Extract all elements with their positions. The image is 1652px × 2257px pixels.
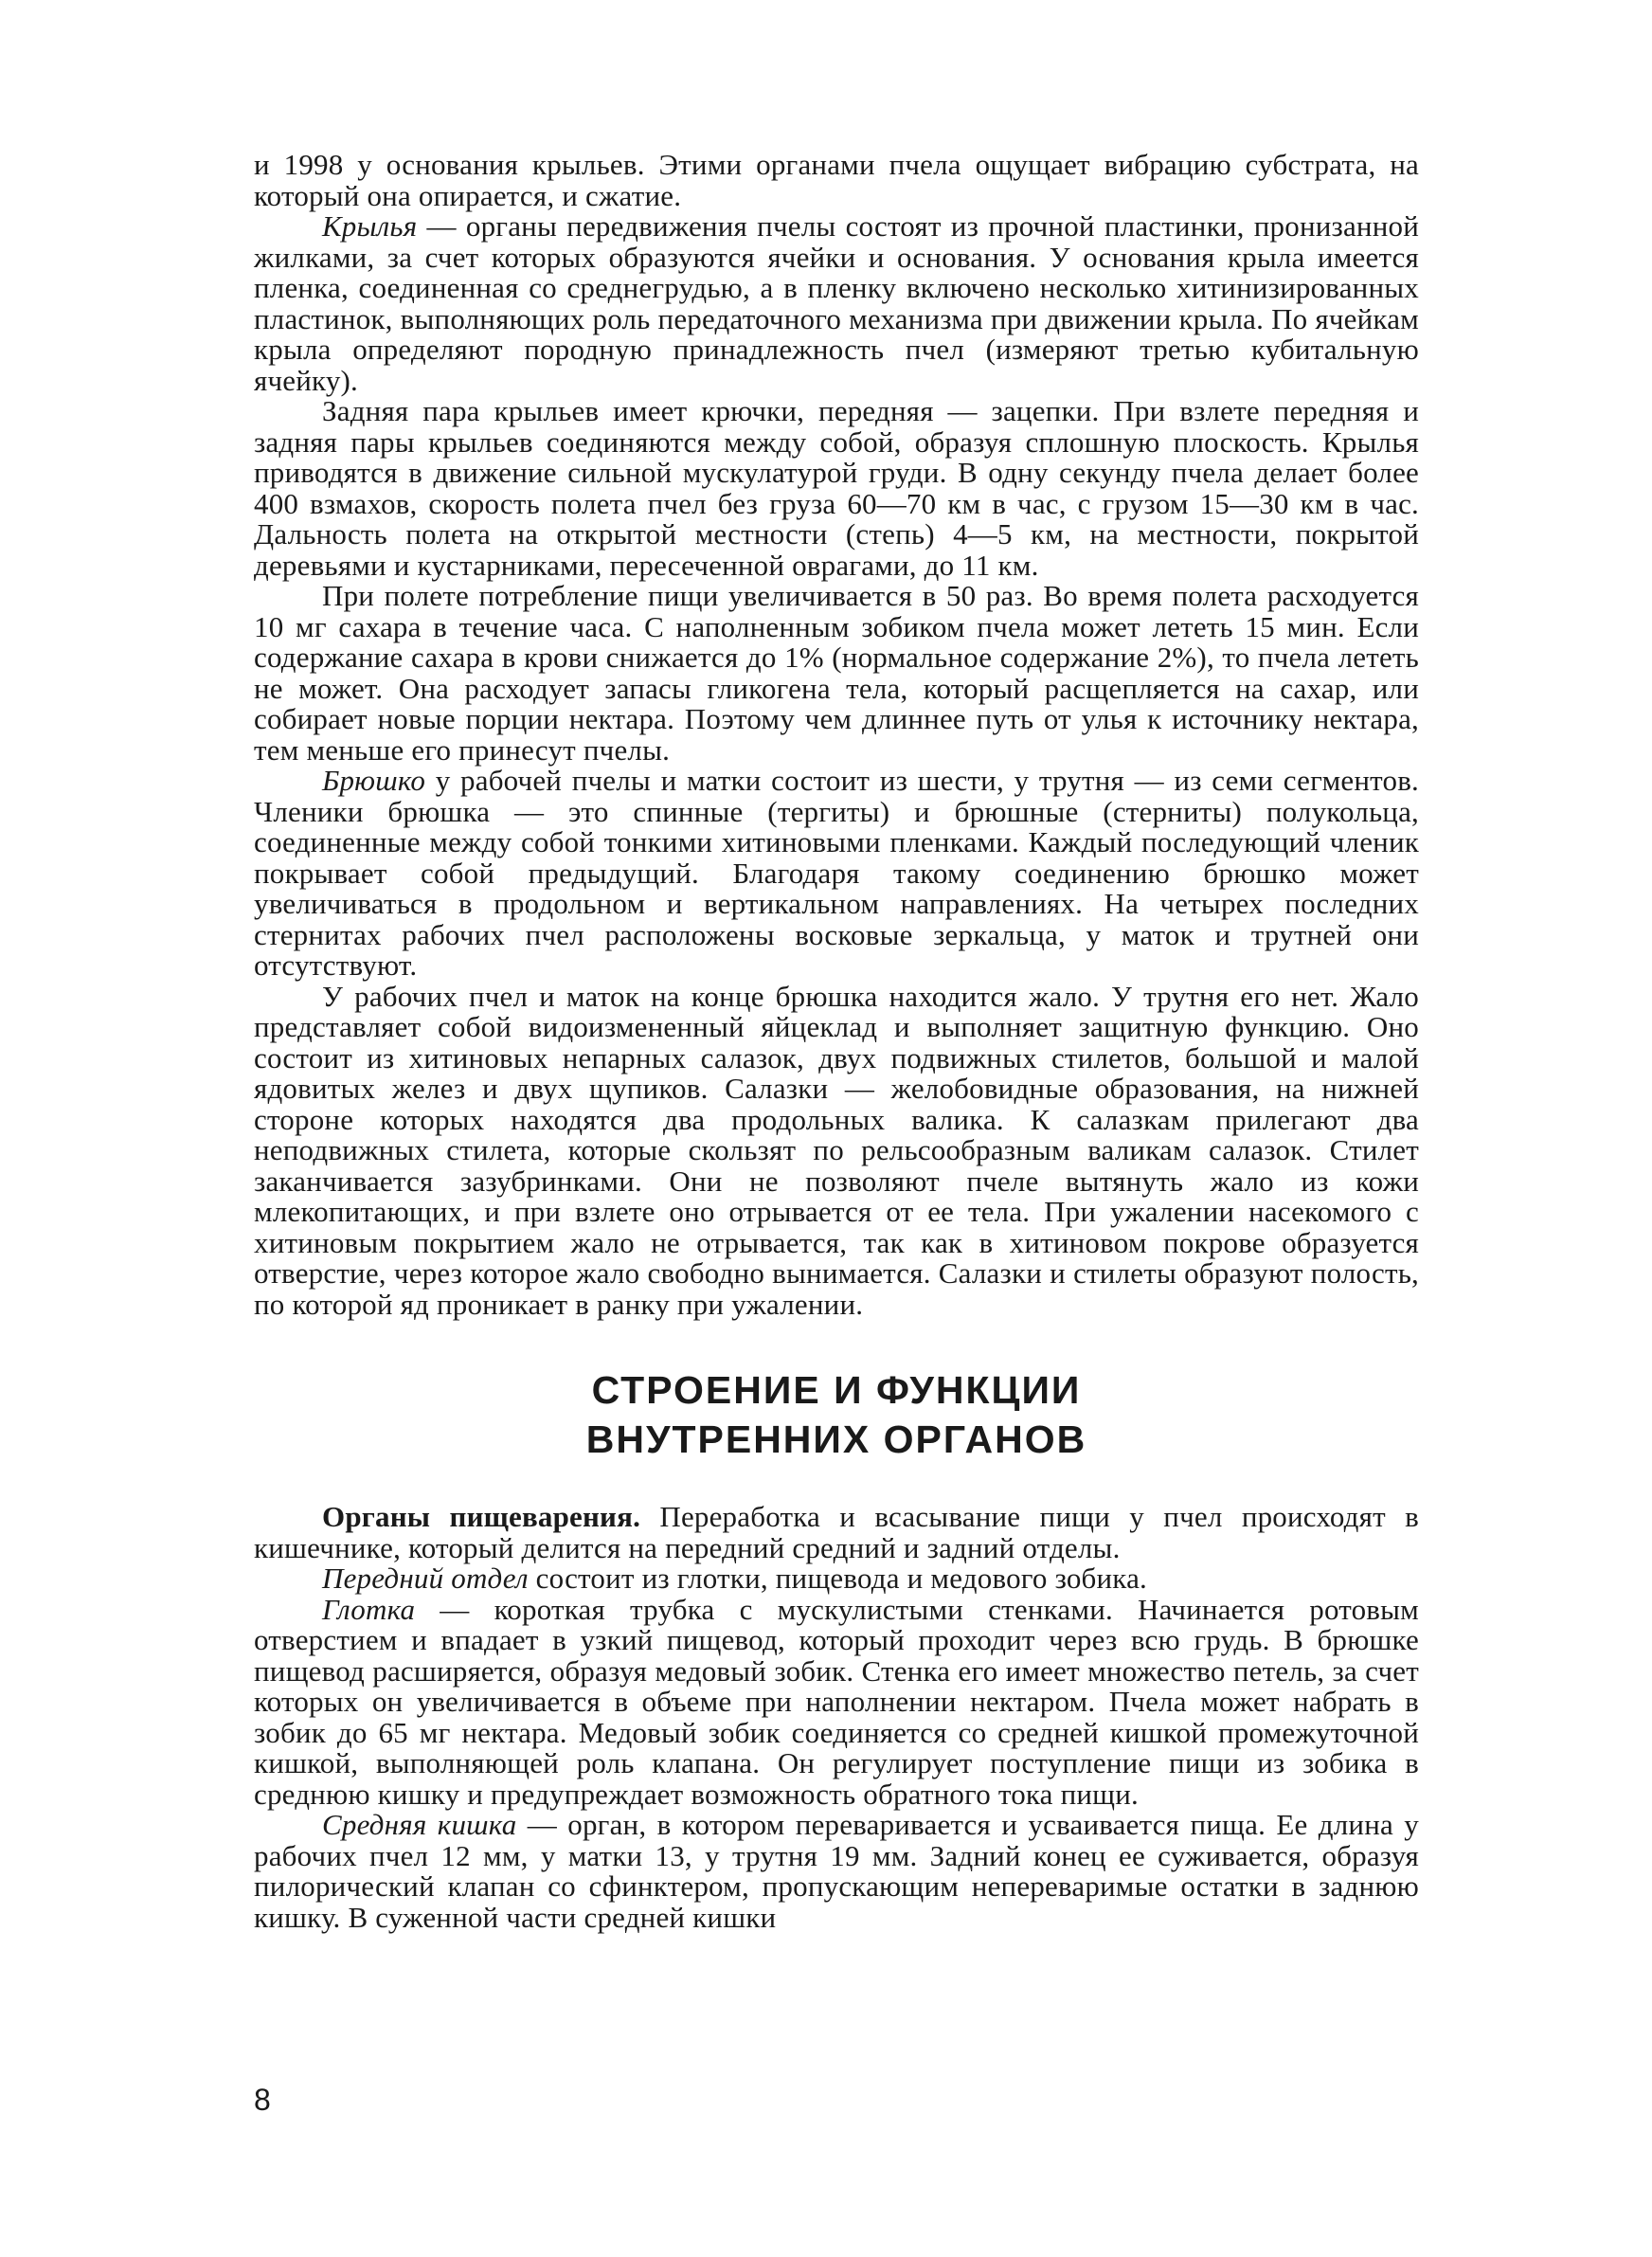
section-heading-line-2: ВНУТРЕННИХ ОРГАНОВ <box>585 1417 1087 1461</box>
paragraph-text: и 1998 у основания крыльев. Этими органами пчела ощущает вибрацию субстрата, на который она опирается, и сжатие. <box>254 148 1419 212</box>
paragraph-text: Задняя пара крыльев имеет крючки, передняя — зацепки. При взлете передняя и задняя пары крыльев соединяются между собой, образуя сплошную плоскость. Крылья приводятся в движение сильной мускулатурой груди. В одну секунду пчела делает более 400 взмахов, скорость полета пчел без груза 60—70 км в час, с грузом 15—30 км в час. Дальность полета на открытой местности (степь) 4—5 км, на местности, покрытой деревьями и кустарниками, пересеченной оврагами, до 11 км. <box>254 394 1419 582</box>
paragraph-digestive-organs <box>254 1502 1419 1563</box>
paragraph-sensory-organs <box>254 150 1419 211</box>
page-number: 8 <box>254 2083 271 2117</box>
paragraph-wing-pairs <box>254 396 1419 581</box>
paragraph-midgut <box>254 1810 1419 1933</box>
paragraph-text: — орган, в котором переваривается и усваивается пища. Ее длина у рабочих пчел 12 мм, у матки 13, у трутня 19 мм. Задний конец ее суживается, образуя пилорический клапан со сфинктером, пропускающим непереваримые остатки в заднюю кишку. В суженной части средней кишки <box>254 1808 1419 1934</box>
term-digestive-organs: Органы пищеварения. <box>322 1500 641 1533</box>
section-heading-line-1: СТРОЕНИЕ И ФУНКЦИИ <box>591 1368 1082 1412</box>
page-body <box>254 150 1419 1933</box>
paragraph-text: состоит из глотки, пищевода и медового зобика. <box>528 1562 1148 1595</box>
term-midgut: Средняя кишка <box>322 1808 517 1841</box>
term-pharynx: Глотка <box>322 1592 416 1626</box>
section-heading <box>254 1365 1419 1464</box>
paragraph-flight-energy <box>254 581 1419 766</box>
term-foregut: Передний отдел <box>322 1562 529 1595</box>
paragraph-text: — органы передвижения пчелы состоят из прочной пластинки, пронизанной жилками, за счет которых образуются ячейки и основания. У основания крыла имеется пленка, соединенная со среднегрудью, а в пленку включено несколько хитинизированных пластинок, выполняющих роль передаточного механизма при движении крыла. По ячейкам крыла определяют породную принадлежность пчел (измеряют третью кубитальную ячейку). <box>254 209 1419 397</box>
paragraph-sting <box>254 979 1419 1321</box>
paragraph-abdomen <box>254 766 1419 982</box>
paragraph-foregut <box>254 1563 1419 1595</box>
paragraph-text: У рабочих пчел и маток на конце брюшка находится жало. У трутня его нет. Жало представляет собой видоизмененный яйцеклад и выполняет защитную функцию. Оно состоит из хитиновых непарных салазок, двух подвижных стилетов, большой и малой ядовитых желез и двух щупиков. Салазки — желобовидные образования, на нижней стороне которых находятся два продольных валика. К салазкам прилегают два неподвижных стилета, которые скользят по рельсообразным валикам салазок. Стилет заканчивается зазубринками. Они не позволяют пчеле вытянуть жало из кожи млекопитающих, и при взлете оно отрывается от ее тела. При ужалении насекомого с хитиновым покрытием жало не отрывается, так как в хитиновом покрове образуется отверстие, через которое жало свободно вынимается. Салазки и стилеты образуют полость, по которой яд проникает в ранку при ужалении. <box>254 979 1419 1321</box>
paragraph-text: Переработка и всасывание пищи у пчел происходят в кишечнике, который делится на передний средний и задний отделы. <box>254 1500 1419 1564</box>
paragraph-wings <box>254 211 1419 396</box>
paragraph-pharynx <box>254 1592 1419 1811</box>
term-abdomen: Брюшко <box>322 764 426 797</box>
term-wings: Крылья <box>322 209 418 243</box>
paragraph-text: При полете потребление пищи увеличивается в 50 раз. Во время полета расходуется 10 мг сахара в течение часа. С наполненным зобиком пчела может лететь 15 мин. Если содержание сахара в крови снижается до 1% (нормальное содержание 2%), то пчела лететь не может. Она расходует запасы гликогена тела, который расщепляется на сахар, или собирает новые порции нектара. Поэтому чем длиннее путь от улья к источнику нектара, тем меньше его принесут пчелы. <box>254 579 1419 767</box>
paragraph-text: у рабочей пчелы и матки состоит из шести, у трутня — из семи сегментов. Членики брюшка — это спинные (тергиты) и брюшные (стерниты) полукольца, соединенные между собой тонкими хитиновыми пленками. Каждый последующий членик покрывает собой предыдущий. Благодаря такому соединению брюшко может увеличиваться в продольном и вертикальном направлениях. На четырех последних стернитах рабочих пчел расположены восковые зеркальца, у маток и трутней они отсутствуют. <box>254 764 1419 982</box>
paragraph-text: — короткая трубка с мускулистыми стенками. Начинается ротовым отверстием и впадает в узкий пищевод, который проходит через всю грудь. В брюшке пищевод расширяется, образуя медовый зобик. Стенка его имеет множество петель, за счет которых он увеличивается в объеме при наполнении нектаром. Пчела может набрать в зобик до 65 мг нектара. Медовый зобик соединяется со средней кишкой промежуточной кишкой, выполняющей роль клапана. Он регулирует поступление пищи из зобика в среднюю кишку и предупреждает возможность обратного тока пищи. <box>254 1592 1419 1811</box>
